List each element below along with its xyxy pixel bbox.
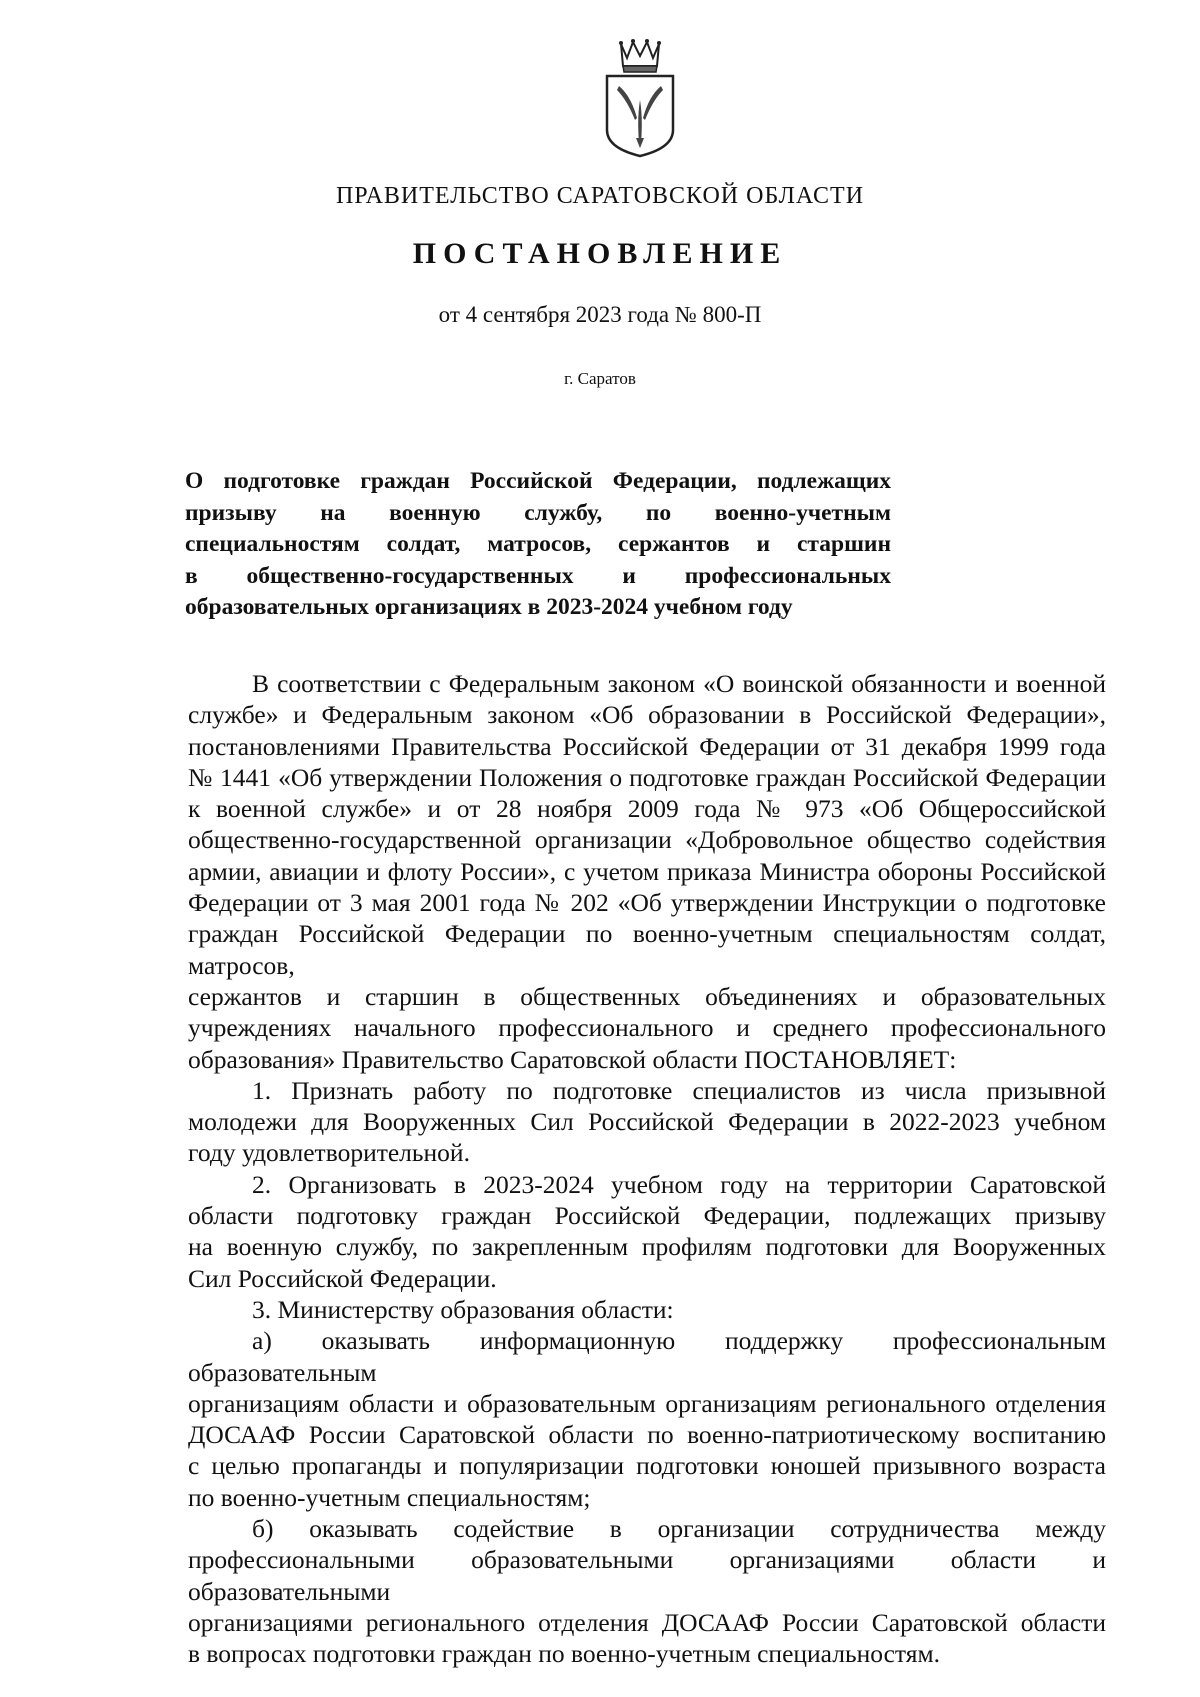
- body-line: образования» Правительство Саратовской области ПОСТАНОВЛЯЕТ:: [188, 1044, 957, 1074]
- body-line: службе» и Федеральным законом «Об образовании в Российской Федерации»,: [188, 700, 1106, 730]
- body-line: учреждениях начального профессионального и среднего профессионального: [188, 1013, 1106, 1043]
- item-3-paragraph: [188, 1294, 1106, 1325]
- saratov-coat-of-arms-icon: [599, 38, 681, 158]
- body-line: Сил Российской Федерации.: [188, 1263, 497, 1293]
- body-line: организациями регионального отделения ДОСААФ России Саратовской области: [188, 1607, 1106, 1637]
- document-title: [185, 466, 891, 624]
- item-3b-paragraph: [188, 1513, 1106, 1669]
- title-line: специальностям солдат, матросов, сержантов и старшин: [185, 531, 891, 557]
- title-line: О подготовке граждан Российской Федерации, подлежащих: [185, 468, 891, 494]
- body-line: 2. Организовать в 2023-2024 учебном году на территории Саратовской: [252, 1169, 1106, 1199]
- item-3a-paragraph: [188, 1325, 1106, 1513]
- preamble-paragraph: [188, 668, 1106, 1075]
- body-line: 3. Министерству образования области:: [252, 1294, 674, 1324]
- title-line: призыву на военную службу, по военно-учетным: [185, 499, 891, 526]
- body-line: общественно-государственной организации «Добровольное общество содействия: [188, 825, 1106, 855]
- body-line: В соответствии с Федеральным законом «О воинской обязанности и военной: [252, 669, 1106, 698]
- document-city: г. Саратов: [564, 369, 636, 388]
- document-type: ПОСТАНОВЛЕНИЕ: [412, 237, 788, 270]
- body-line: организациям области и образовательным организациям регионального отделения: [188, 1388, 1106, 1418]
- item-1-paragraph: [188, 1075, 1106, 1169]
- body-line: молодежи для Вооруженных Сил Российской Федерации в 2022-2023 учебном: [188, 1107, 1106, 1137]
- item-2-paragraph: [188, 1169, 1106, 1294]
- body-line: б) оказывать содействие в организации сотрудничества между: [252, 1514, 1106, 1544]
- body-line: к военной службе» и от 28 ноября 2009 года № 973 «Об Общероссийской: [188, 794, 1106, 824]
- document-body: [188, 668, 1106, 1670]
- government-name: ПРАВИТЕЛЬСТВО САРАТОВСКОЙ ОБЛАСТИ: [335, 183, 865, 209]
- body-line: профессиональными образовательными организациями области и образовательными: [188, 1545, 1106, 1606]
- body-line: № 1441 «Об утверждении Положения о подготовке граждан Российской Федерации: [188, 762, 1106, 792]
- body-line: 1. Признать работу по подготовке специалистов из числа призывной: [252, 1075, 1106, 1105]
- body-line: области подготовку граждан Российской Федерации, подлежащих призыву: [188, 1201, 1106, 1231]
- body-line: граждан Российской Федерации по военно-учетным специальностям солдат, матросов,: [188, 919, 1106, 980]
- body-line: на военную службу, по закрепленным профилям подготовки для Вооруженных: [188, 1232, 1106, 1262]
- document-date-number: от 4 сентября 2023 года № 800-П: [438, 302, 762, 327]
- body-line: в вопросах подготовки граждан по военно-учетным специальностям.: [188, 1639, 940, 1669]
- body-line: с целью пропаганды и популяризации подготовки юношей призывного возраста: [188, 1451, 1106, 1481]
- title-line: в общественно-государственных и профессиональных: [185, 562, 891, 589]
- body-line: по военно-учетным специальностям;: [188, 1482, 591, 1512]
- body-line: сержантов и старшин в общественных объединениях и образовательных: [188, 981, 1106, 1011]
- body-line: постановлениями Правительства Российской Федерации от 31 декабря 1999 года: [188, 731, 1106, 761]
- body-line: году удовлетворительной.: [188, 1138, 470, 1168]
- title-line: образовательных организациях в 2023-2024 учебном году: [185, 594, 793, 620]
- body-line: ДОСААФ России Саратовской области по военно-патриотическому воспитанию: [188, 1420, 1106, 1450]
- body-line: а) оказывать информационную поддержку профессиональным образовательным: [188, 1326, 1106, 1387]
- body-line: Федерации от 3 мая 2001 года № 202 «Об утверждении Инструкции о подготовке: [188, 888, 1106, 918]
- body-line: армии, авиации и флоту России», с учетом приказа Министра обороны Российской: [188, 856, 1106, 886]
